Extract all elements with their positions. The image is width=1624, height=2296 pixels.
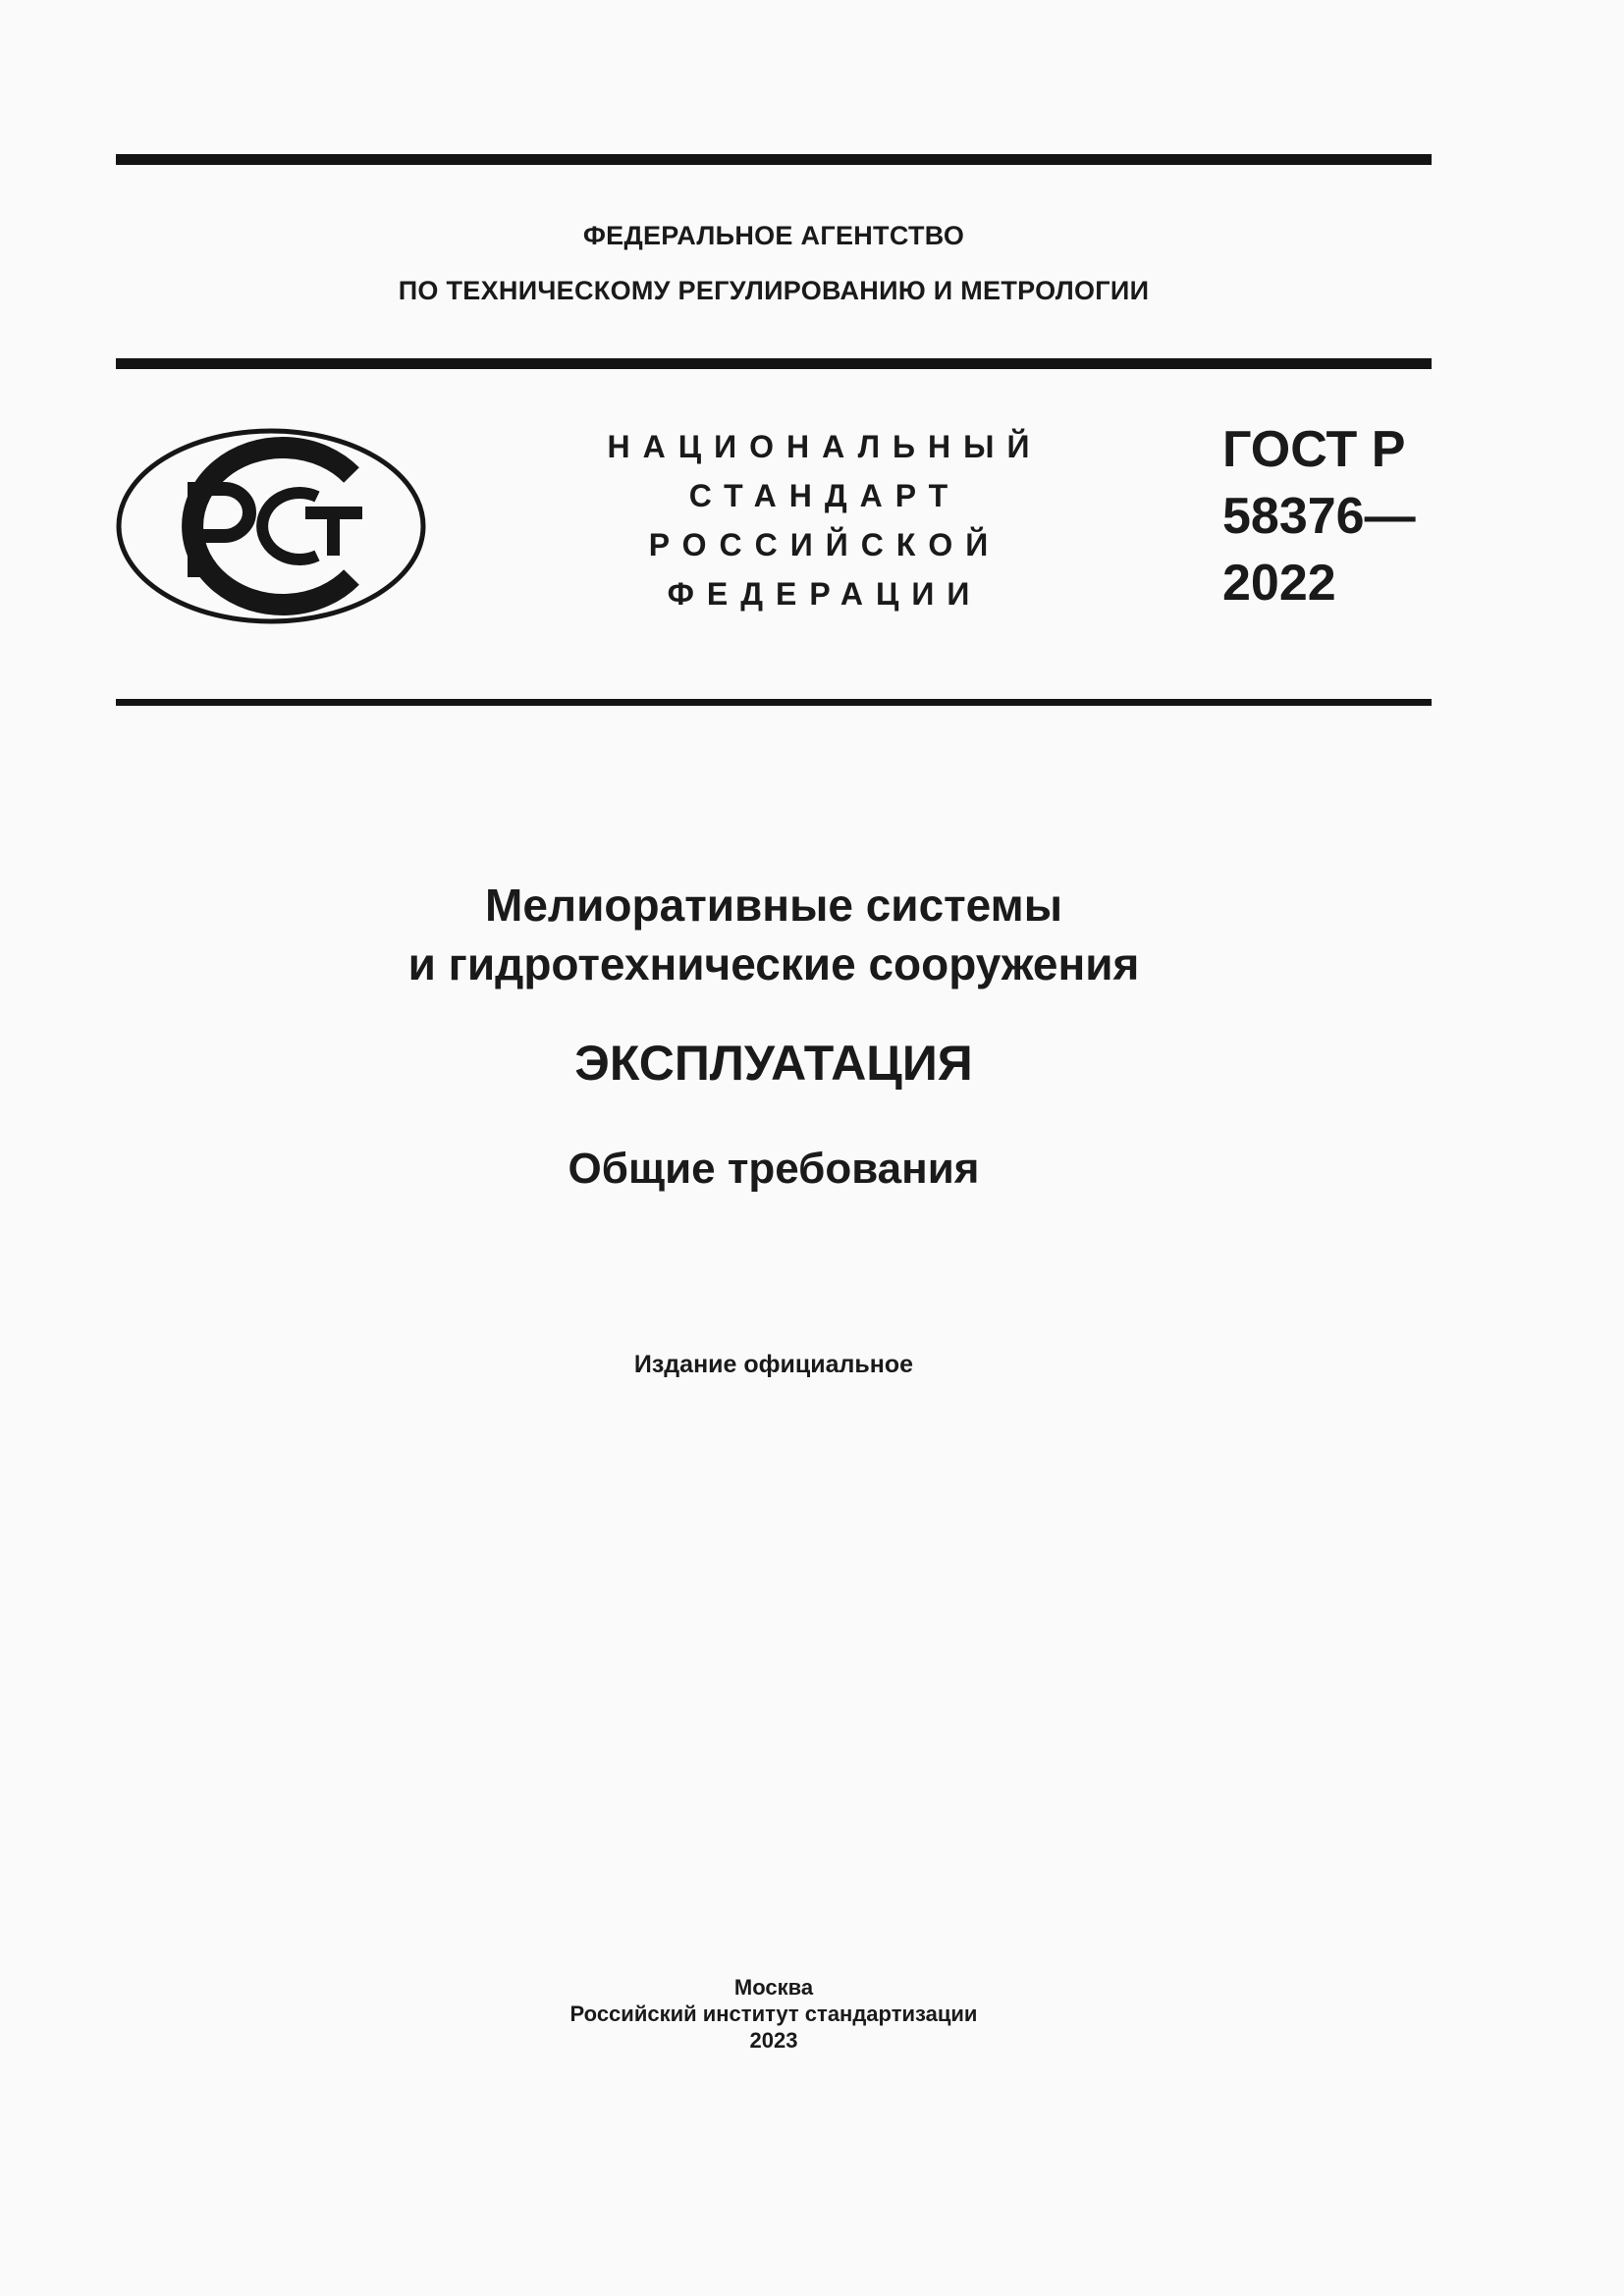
standard-type-line: НАЦИОНАЛЬНЫЙ (607, 429, 1043, 464)
standard-type-line: РОССИЙСКОЙ (648, 527, 1001, 562)
imprint (116, 1974, 1432, 2054)
top-rule (116, 154, 1432, 165)
standard-designation (1222, 416, 1416, 616)
imprint-city: Москва (733, 1975, 814, 2000)
standard-type-line: ФЕДЕРАЦИИ (667, 576, 983, 612)
document-title-upper: ЭКСПЛУАТАЦИЯ (574, 1036, 973, 1091)
agency-name-line-2: ПО ТЕХНИЧЕСКОМУ РЕГУЛИРОВАНИЮ И МЕТРОЛОГИИ (398, 276, 1150, 305)
document-title (116, 876, 1432, 993)
title-line-1: Мелиоративные системы (485, 880, 1062, 931)
designation-line-2: 58376— (1222, 488, 1416, 545)
standard-type-block (589, 422, 1060, 618)
standard-type-line: СТАНДАРТ (688, 478, 961, 513)
bottom-rule (116, 699, 1432, 706)
imprint-publisher: Российский институт стандартизации (569, 2002, 978, 2026)
designation-line-1: ГОСТ Р (1222, 421, 1406, 478)
rst-certification-mark-icon (116, 428, 426, 624)
edition-note: Издание официальное (633, 1351, 914, 1378)
designation-line-3: 2022 (1222, 555, 1336, 612)
document-subtitle: Общие требования (568, 1145, 980, 1193)
title-line-2: и гидротехнические сооружения (407, 938, 1140, 989)
agency-name-line-1: ФЕДЕРАЛЬНОЕ АГЕНТСТВО (582, 221, 965, 250)
imprint-year: 2023 (749, 2028, 798, 2053)
middle-rule (116, 358, 1432, 369)
